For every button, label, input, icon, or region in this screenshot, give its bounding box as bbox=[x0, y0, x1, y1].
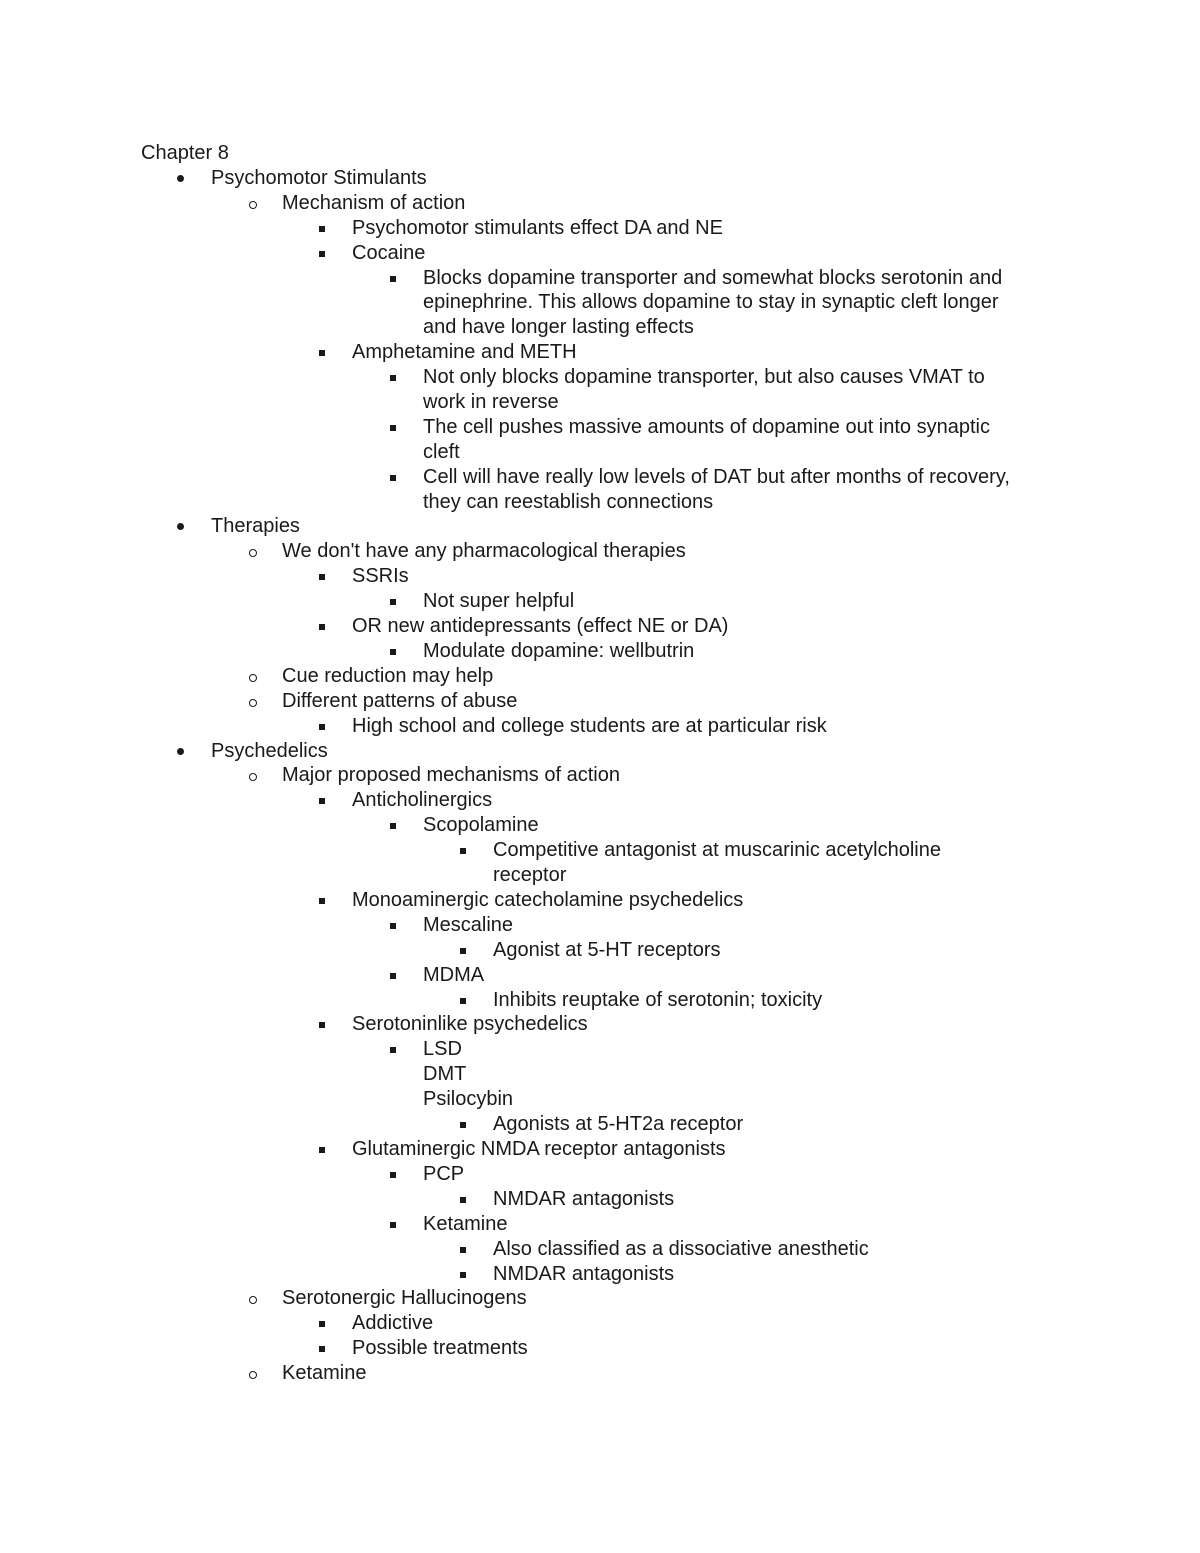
square-bullet-icon bbox=[460, 1262, 480, 1287]
outline-item-text: Possible treatments bbox=[352, 1337, 528, 1359]
square-bullet-icon bbox=[319, 340, 339, 365]
outline-item-text: NMDAR antagonists bbox=[493, 1263, 675, 1285]
outline-item-text: work in reverse bbox=[423, 391, 559, 413]
outline-item-text: cleft bbox=[423, 441, 460, 463]
circle-bullet-icon bbox=[249, 763, 269, 788]
outline-item-text: Cell will have really low levels of DAT but after months of recovery, bbox=[423, 466, 1010, 488]
outline-item-text: Monoaminergic catecholamine psychedelics bbox=[352, 889, 744, 911]
outline-item-text: Not only blocks dopamine transporter, but also causes VMAT to bbox=[423, 366, 985, 388]
outline-item-text: Psychedelics bbox=[211, 740, 328, 762]
outline-item-text: Cocaine bbox=[352, 242, 426, 264]
square-bullet-icon bbox=[390, 1162, 410, 1187]
outline-item-text: Competitive antagonist at muscarinic acetylcholine bbox=[493, 839, 941, 861]
outline-item-text: Modulate dopamine: wellbutrin bbox=[423, 640, 695, 662]
square-bullet-icon bbox=[460, 1237, 480, 1262]
outline-item-text: High school and college students are at particular risk bbox=[352, 715, 827, 737]
outline-item-text: Psilocybin bbox=[423, 1088, 514, 1110]
circle-bullet-icon bbox=[249, 191, 269, 216]
outline-item-text: Anticholinergics bbox=[352, 789, 493, 811]
circle-bullet-icon bbox=[249, 664, 269, 689]
square-bullet-icon bbox=[460, 988, 480, 1013]
outline-item-text: The cell pushes massive amounts of dopamine out into synaptic bbox=[423, 416, 990, 438]
disc-bullet-icon bbox=[175, 514, 195, 539]
outline-item-text: Glutaminergic NMDA receptor antagonists bbox=[352, 1138, 726, 1160]
square-bullet-icon bbox=[319, 1012, 339, 1037]
outline-item-text: PCP bbox=[423, 1163, 465, 1185]
outline-item-text: Mechanism of action bbox=[282, 192, 466, 214]
square-bullet-icon bbox=[319, 888, 339, 913]
square-bullet-icon bbox=[319, 714, 339, 739]
square-bullet-icon bbox=[460, 1187, 480, 1212]
outline-item-text: and have longer lasting effects bbox=[423, 316, 694, 338]
square-bullet-icon bbox=[319, 1336, 339, 1361]
disc-bullet-icon bbox=[175, 166, 195, 191]
outline-item-text: We don't have any pharmacological therapies bbox=[282, 540, 686, 562]
outline-item-text: Mescaline bbox=[423, 914, 514, 936]
outline-item-text: Serotoninlike psychedelics bbox=[352, 1013, 588, 1035]
square-bullet-icon bbox=[390, 1212, 410, 1237]
outline-item-text: Psychomotor Stimulants bbox=[211, 167, 427, 189]
square-bullet-icon bbox=[319, 216, 339, 241]
circle-bullet-icon bbox=[249, 539, 269, 564]
square-bullet-icon bbox=[319, 241, 339, 266]
square-bullet-icon bbox=[390, 365, 410, 390]
outline-item-text: LSD bbox=[423, 1038, 462, 1060]
circle-bullet-icon bbox=[249, 1361, 269, 1386]
square-bullet-icon bbox=[390, 589, 410, 614]
outline-item-text: Psychomotor stimulants effect DA and NE bbox=[352, 217, 723, 239]
square-bullet-icon bbox=[460, 838, 480, 863]
square-bullet-icon bbox=[319, 1137, 339, 1162]
outline-item-text: MDMA bbox=[423, 964, 485, 986]
outline-item-text: Therapies bbox=[211, 515, 300, 537]
outline-item-text: Ketamine bbox=[423, 1213, 508, 1235]
outline-item-text: Inhibits reuptake of serotonin; toxicity bbox=[493, 989, 823, 1011]
outline-item-text: Not super helpful bbox=[423, 590, 575, 612]
square-bullet-icon bbox=[460, 1112, 480, 1137]
outline-item-text: NMDAR antagonists bbox=[493, 1188, 675, 1210]
outline-item-text: receptor bbox=[493, 864, 567, 886]
square-bullet-icon bbox=[390, 963, 410, 988]
square-bullet-icon bbox=[460, 938, 480, 963]
outline-item-text: epinephrine. This allows dopamine to stay in synaptic cleft longer bbox=[423, 291, 999, 313]
square-bullet-icon bbox=[390, 639, 410, 664]
outline-item-text: Scopolamine bbox=[423, 814, 539, 836]
square-bullet-icon bbox=[319, 614, 339, 639]
outline-item-text: Also classified as a dissociative anesthetic bbox=[493, 1238, 869, 1260]
square-bullet-icon bbox=[319, 788, 339, 813]
outline-item-text: Blocks dopamine transporter and somewhat blocks serotonin and bbox=[423, 267, 1003, 289]
outline-item-text: Serotonergic Hallucinogens bbox=[282, 1287, 527, 1309]
outline-item-text: Agonists at 5-HT2a receptor bbox=[493, 1113, 744, 1135]
square-bullet-icon bbox=[390, 913, 410, 938]
outline-item-text: they can reestablish connections bbox=[423, 491, 714, 513]
outline-item-text: Major proposed mechanisms of action bbox=[282, 764, 620, 786]
square-bullet-icon bbox=[390, 813, 410, 838]
outline-item-text: Ketamine bbox=[282, 1362, 367, 1384]
outline-item-text: Amphetamine and METH bbox=[352, 341, 577, 363]
outline-item-text: SSRIs bbox=[352, 565, 409, 587]
square-bullet-icon bbox=[390, 266, 410, 291]
square-bullet-icon bbox=[390, 465, 410, 490]
outline-item-text: Addictive bbox=[352, 1312, 434, 1334]
square-bullet-icon bbox=[390, 1037, 410, 1062]
chapter-heading-text: Chapter 8 bbox=[141, 142, 229, 164]
outline-item-text: Different patterns of abuse bbox=[282, 690, 518, 712]
square-bullet-icon bbox=[319, 1311, 339, 1336]
outline-item-text: OR new antidepressants (effect NE or DA) bbox=[352, 615, 729, 637]
outline-item-text: DMT bbox=[423, 1063, 467, 1085]
square-bullet-icon bbox=[390, 415, 410, 440]
disc-bullet-icon bbox=[175, 739, 195, 764]
square-bullet-icon bbox=[319, 564, 339, 589]
circle-bullet-icon bbox=[249, 689, 269, 714]
outline-item-text: Agonist at 5-HT receptors bbox=[493, 939, 721, 961]
outline-item-text: Cue reduction may help bbox=[282, 665, 494, 687]
circle-bullet-icon bbox=[249, 1286, 269, 1311]
